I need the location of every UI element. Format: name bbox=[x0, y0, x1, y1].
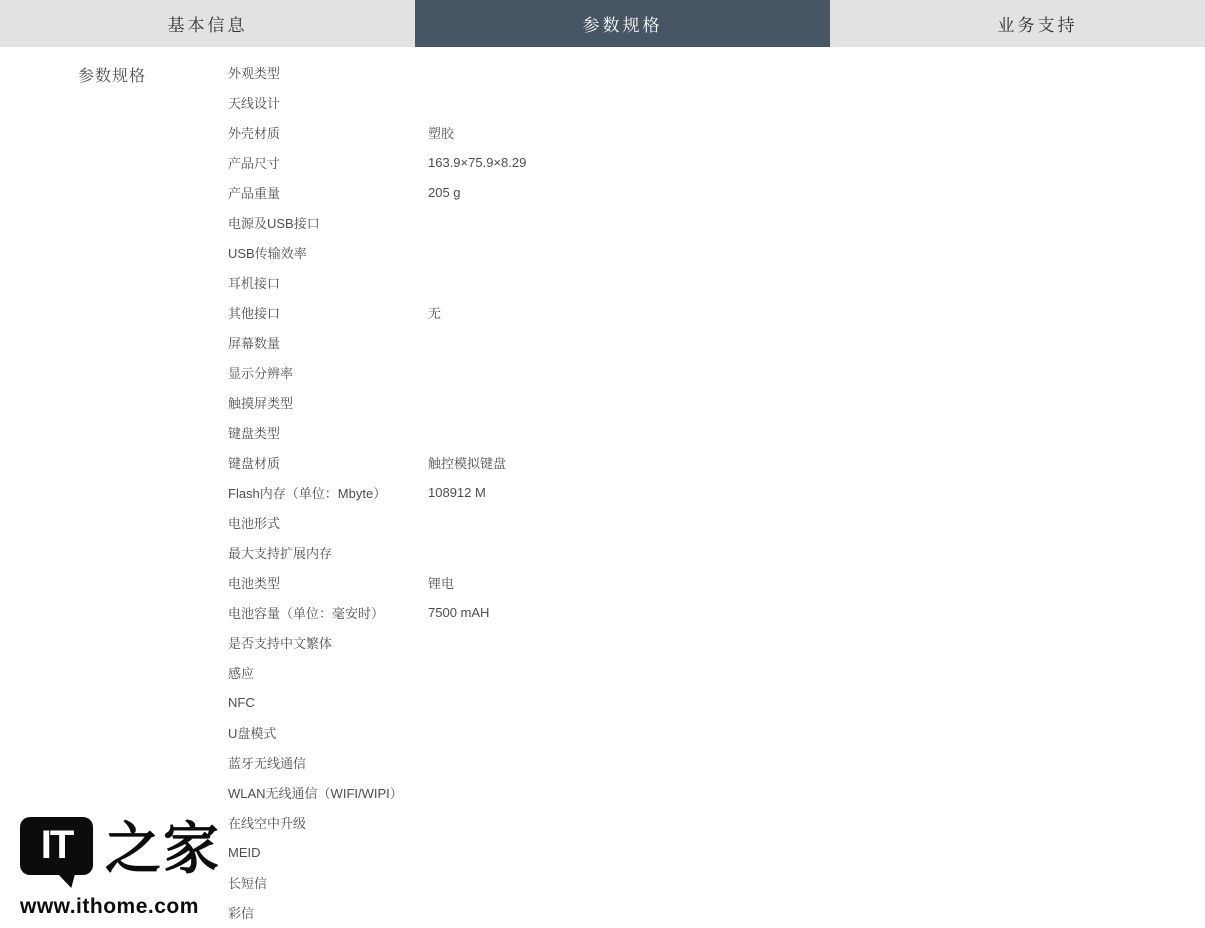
spec-list bbox=[228, 57, 1178, 927]
spec-row bbox=[228, 327, 1178, 357]
spec-row bbox=[228, 687, 1178, 717]
tab-bar bbox=[0, 0, 1205, 47]
spec-value: 塑胶 bbox=[428, 125, 455, 141]
spec-row bbox=[228, 597, 1178, 627]
spec-row bbox=[228, 717, 1178, 747]
spec-row bbox=[228, 177, 1178, 207]
spec-label: 长短信 bbox=[228, 875, 268, 891]
spec-label: 蓝牙无线通信 bbox=[228, 755, 307, 771]
spec-row bbox=[228, 477, 1178, 507]
spec-label: 电源及USB接口 bbox=[228, 215, 320, 231]
ithome-watermark bbox=[20, 817, 221, 919]
ithome-bubble-icon bbox=[20, 817, 93, 875]
spec-value: 7500 mAH bbox=[428, 604, 490, 620]
ithome-logo-calligraphy: 之家 bbox=[105, 816, 221, 882]
spec-row bbox=[228, 147, 1178, 177]
spec-label: 键盘材质 bbox=[228, 455, 281, 471]
spec-label: WLAN无线通信（WIFI/WIPI） bbox=[228, 785, 403, 801]
tab-parameter-specs[interactable]: 参数规格 bbox=[415, 0, 830, 47]
spec-row bbox=[228, 357, 1178, 387]
spec-value: 无 bbox=[428, 305, 442, 321]
spec-row bbox=[228, 657, 1178, 687]
spec-row bbox=[228, 897, 1178, 927]
spec-row bbox=[228, 207, 1178, 237]
spec-row bbox=[228, 627, 1178, 657]
spec-row bbox=[228, 507, 1178, 537]
spec-label: 彩信 bbox=[228, 905, 255, 921]
spec-label: 耳机接口 bbox=[228, 275, 281, 291]
spec-label: 其他接口 bbox=[228, 305, 281, 321]
spec-row bbox=[228, 297, 1178, 327]
ithome-url-text: www.ithome.com bbox=[20, 895, 199, 919]
spec-label: NFC bbox=[228, 694, 255, 710]
spec-row bbox=[228, 807, 1178, 837]
spec-label: 显示分辨率 bbox=[228, 365, 294, 381]
spec-label: USB传输效率 bbox=[228, 245, 307, 261]
spec-value: 108912 M bbox=[428, 484, 486, 500]
spec-label: 外观类型 bbox=[228, 65, 281, 81]
spec-value: 163.9×75.9×8.29 bbox=[428, 154, 527, 170]
spec-row bbox=[228, 567, 1178, 597]
ithome-logo-it-text: IT bbox=[40, 823, 73, 867]
spec-row bbox=[228, 87, 1178, 117]
spec-value: 触控模拟键盘 bbox=[428, 455, 507, 471]
spec-row bbox=[228, 537, 1178, 567]
spec-label: 是否支持中文繁体 bbox=[228, 635, 333, 651]
tab-business-support[interactable]: 业务支持 bbox=[997, 16, 1078, 35]
spec-label: 天线设计 bbox=[228, 95, 281, 111]
spec-label: 外壳材质 bbox=[228, 125, 281, 141]
spec-row bbox=[228, 57, 1178, 87]
spec-row bbox=[228, 417, 1178, 447]
spec-label: 产品尺寸 bbox=[228, 155, 281, 171]
section-title: 参数规格 bbox=[78, 68, 147, 85]
spec-row bbox=[228, 447, 1178, 477]
spec-label: Flash内存（单位：Mbyte） bbox=[228, 485, 387, 501]
spec-row bbox=[228, 267, 1178, 297]
spec-label: 屏幕数量 bbox=[228, 335, 281, 351]
spec-label: 键盘类型 bbox=[228, 425, 281, 441]
spec-label: 触摸屏类型 bbox=[228, 395, 294, 411]
spec-value: 锂电 bbox=[428, 575, 455, 591]
spec-row bbox=[228, 237, 1178, 267]
spec-value: 205 g bbox=[428, 184, 461, 200]
spec-label: 电池形式 bbox=[228, 515, 281, 531]
speech-bubble-tail-icon bbox=[58, 874, 75, 888]
tab-basic-info[interactable]: 基本信息 bbox=[167, 16, 248, 35]
spec-label: 产品重量 bbox=[228, 185, 281, 201]
spec-row bbox=[228, 117, 1178, 147]
spec-row bbox=[228, 747, 1178, 777]
spec-row bbox=[228, 387, 1178, 417]
spec-row bbox=[228, 777, 1178, 807]
spec-label: 电池类型 bbox=[228, 575, 281, 591]
spec-row bbox=[228, 867, 1178, 897]
spec-label: 在线空中升级 bbox=[228, 815, 307, 831]
spec-label: U盘模式 bbox=[228, 725, 277, 741]
spec-label: 感应 bbox=[228, 665, 255, 681]
ithome-logo bbox=[20, 817, 221, 881]
spec-label: MEID bbox=[228, 844, 261, 860]
spec-label: 电池容量（单位：毫安时） bbox=[228, 605, 385, 621]
spec-row bbox=[228, 837, 1178, 867]
spec-label: 最大支持扩展内存 bbox=[228, 545, 333, 561]
